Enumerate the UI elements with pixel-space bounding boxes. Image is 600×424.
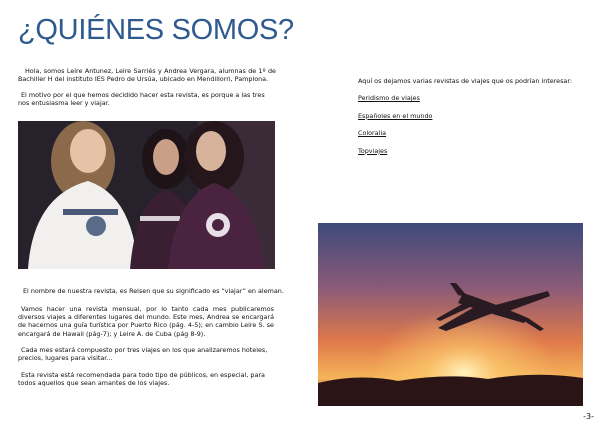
magazine-item (358, 112, 432, 120)
magazine-item (358, 147, 432, 155)
magazine-item (358, 129, 432, 137)
magazine-link-peridismo[interactable]: Peridismo de viajes (358, 94, 420, 102)
photo-airplane-sunset (318, 223, 583, 406)
magazines-list (358, 94, 432, 164)
content-paragraph: Cada mes estará compuesto por tres viajes en los que analizaremos hoteles, precios, lugares para visitar... (18, 346, 268, 363)
magazine-link-espanoles[interactable]: Españoles en el mundo (358, 111, 433, 120)
page-title: ¿QUIÉNES SOMOS? (18, 14, 294, 46)
magazine-item (358, 94, 432, 102)
audience-paragraph: Esta revista está recomendada para todo tipo de públicos, en especial, para todos aquellos que sean amantes de los viajes. (18, 371, 265, 388)
photo-three-girls (18, 121, 275, 269)
intro-paragraph: Hola, somos Leire Antunez, Leire Sarriés y Andrea Vergara, alumnas de 1º de Bachiller H del instituto IES Pedro de Ursúa, ubicado en Mendillorri, Pamplona. (18, 67, 276, 84)
motive-paragraph: El motivo por el que hemos decidido hacer esta revista, es porque a las tres nos entusiasma leer y viajar. (18, 91, 265, 108)
magazines-intro: Aquí os dejamos varias revistas de viajes que os podrían interesar: (358, 77, 573, 85)
name-paragraph: El nombre de nuestra revista, es Reisen que su significado es “viajar” en aleman. (23, 287, 284, 295)
magazine-link-topviajes[interactable]: Topviajes (358, 146, 388, 155)
magazine-link-coloralia[interactable]: Coloralia (358, 129, 387, 137)
plan-paragraph: Vamos hacer una revista mensual, por lo tanto cada mes publicaremos diversos viajes a diferentes lugares del mundo. Este mes, Andrea se encargará de hacernos una guía turística por Puerto Rico (pág. 4-5); en cambio Leire S. se encargará de Hawaii (pág-7); y Leire A. de Cuba (pág 8-9). (18, 305, 274, 338)
page-number: -3- (583, 412, 594, 421)
